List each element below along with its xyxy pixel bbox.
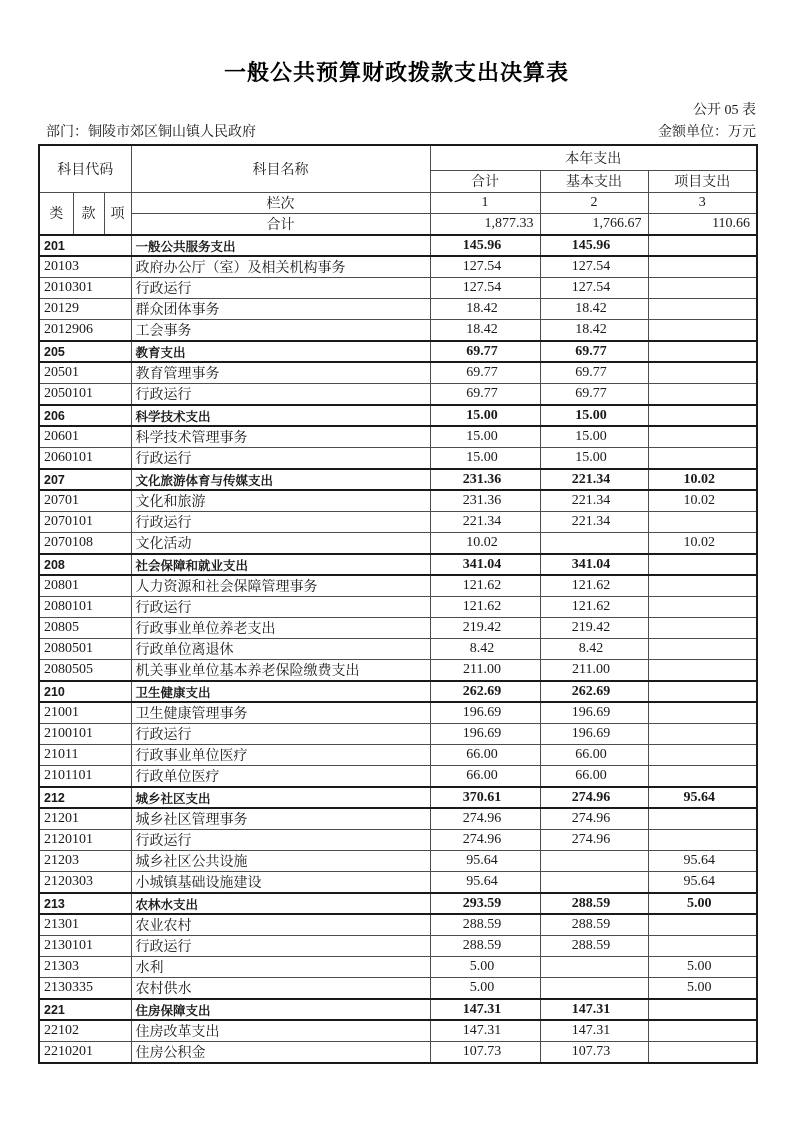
subject-name-cell: 行政运行 [131, 278, 430, 299]
table-row [39, 830, 757, 851]
total-cell: 5.00 [430, 978, 540, 1000]
subject-name-cell: 行政运行 [131, 724, 430, 745]
subject-name-cell: 住房保障支出 [131, 999, 430, 1020]
header-row-3 [39, 192, 757, 213]
subject-name-cell: 行政单位离退休 [131, 639, 430, 660]
basic-expense-cell: 147.31 [540, 999, 648, 1020]
table-row [39, 490, 757, 512]
subject-code-cell: 20501 [39, 362, 131, 384]
subject-code-cell: 2120101 [39, 830, 131, 851]
subject-code-cell: 2080501 [39, 639, 131, 660]
grand-total-label: 合计 [131, 213, 430, 235]
header-row-1 [39, 145, 757, 170]
subject-name-cell: 科学技术支出 [131, 405, 430, 426]
basic-expense-column-header: 基本支出 [540, 170, 648, 192]
subject-name-cell: 住房改革支出 [131, 1020, 430, 1042]
basic-expense-cell: 274.96 [540, 808, 648, 830]
project-expense-cell [648, 914, 757, 936]
basic-expense-cell: 147.31 [540, 1020, 648, 1042]
table-row [39, 660, 757, 682]
subject-name-cell: 城乡社区公共设施 [131, 851, 430, 872]
subject-code-cell: 2080505 [39, 660, 131, 682]
table-row [39, 978, 757, 1000]
table-row [39, 299, 757, 320]
current-year-expense-header: 本年支出 [430, 145, 757, 170]
subject-name-cell: 城乡社区管理事务 [131, 808, 430, 830]
total-cell: 69.77 [430, 341, 540, 362]
subject-code-cell: 20103 [39, 256, 131, 278]
total-cell: 211.00 [430, 660, 540, 682]
project-expense-cell [648, 1020, 757, 1042]
subject-code-cell: 212 [39, 787, 131, 808]
sheet-code-label: 公开 05 表 [693, 103, 756, 118]
basic-expense-cell [540, 978, 648, 1000]
subject-name-cell: 小城镇基础设施建设 [131, 872, 430, 894]
subject-code-cell: 2130335 [39, 978, 131, 1000]
basic-expense-cell: 127.54 [540, 278, 648, 299]
subject-name-cell: 群众团体事务 [131, 299, 430, 320]
subject-code-cell: 2210201 [39, 1042, 131, 1064]
table-row [39, 618, 757, 639]
column-index-1: 1 [430, 192, 540, 213]
basic-expense-cell: 288.59 [540, 893, 648, 914]
project-expense-cell [648, 575, 757, 597]
subject-code-cell: 201 [39, 235, 131, 256]
table-row [39, 872, 757, 894]
section-column-header: 款 [73, 192, 104, 235]
total-cell: 8.42 [430, 639, 540, 660]
subject-code-cell: 213 [39, 893, 131, 914]
total-cell: 145.96 [430, 235, 540, 256]
subject-code-cell: 20129 [39, 299, 131, 320]
table-header [39, 145, 757, 235]
project-expense-cell: 95.64 [648, 787, 757, 808]
total-cell: 341.04 [430, 554, 540, 575]
section-row [39, 787, 757, 808]
table-body [39, 235, 757, 1063]
total-cell: 231.36 [430, 490, 540, 512]
project-expense-column-header: 项目支出 [648, 170, 757, 192]
total-cell: 95.64 [430, 872, 540, 894]
project-expense-cell [648, 278, 757, 299]
section-row [39, 893, 757, 914]
basic-expense-cell: 69.77 [540, 341, 648, 362]
table-row [39, 957, 757, 978]
total-cell: 127.54 [430, 256, 540, 278]
project-expense-cell [648, 724, 757, 745]
subject-name-cell: 政府办公厅（室）及相关机构事务 [131, 256, 430, 278]
budget-table [38, 144, 758, 1064]
total-cell: 127.54 [430, 278, 540, 299]
subject-code-cell: 2070101 [39, 512, 131, 533]
project-expense-cell: 95.64 [648, 872, 757, 894]
table-row [39, 1042, 757, 1064]
subject-name-cell: 行政运行 [131, 448, 430, 470]
subject-code-cell: 208 [39, 554, 131, 575]
basic-expense-cell: 196.69 [540, 702, 648, 724]
basic-expense-cell: 211.00 [540, 660, 648, 682]
section-row [39, 681, 757, 702]
subject-code-cell: 205 [39, 341, 131, 362]
total-column-header: 合计 [430, 170, 540, 192]
table-row [39, 384, 757, 406]
basic-expense-cell: 219.42 [540, 618, 648, 639]
subject-name-cell: 行政运行 [131, 936, 430, 957]
project-expense-cell [648, 426, 757, 448]
section-row [39, 999, 757, 1020]
total-cell: 107.73 [430, 1042, 540, 1064]
project-expense-cell [648, 808, 757, 830]
subject-code-cell: 20805 [39, 618, 131, 639]
basic-expense-cell: 262.69 [540, 681, 648, 702]
basic-expense-cell: 18.42 [540, 320, 648, 342]
subject-code-cell: 20601 [39, 426, 131, 448]
page-title: 一般公共预算财政拨款支出决算表 [223, 60, 569, 85]
project-expense-cell: 5.00 [648, 957, 757, 978]
table-row [39, 702, 757, 724]
basic-expense-cell: 221.34 [540, 490, 648, 512]
project-expense-cell [648, 1042, 757, 1064]
basic-expense-cell: 69.77 [540, 362, 648, 384]
table-row [39, 320, 757, 342]
subject-name-cell: 社会保障和就业支出 [131, 554, 430, 575]
project-expense-cell [648, 936, 757, 957]
total-cell: 293.59 [430, 893, 540, 914]
total-cell: 15.00 [430, 405, 540, 426]
section-row [39, 405, 757, 426]
subject-name-cell: 水利 [131, 957, 430, 978]
project-expense-cell [648, 999, 757, 1020]
item-column-header: 项 [104, 192, 131, 235]
table-row [39, 851, 757, 872]
subject-code-cell: 2120303 [39, 872, 131, 894]
subject-code-cell: 210 [39, 681, 131, 702]
table-row [39, 766, 757, 788]
table-row [39, 575, 757, 597]
total-cell: 231.36 [430, 469, 540, 490]
subject-code-cell: 20801 [39, 575, 131, 597]
basic-expense-cell: 274.96 [540, 830, 648, 851]
subject-code-cell: 21011 [39, 745, 131, 766]
subject-name-cell: 教育支出 [131, 341, 430, 362]
total-cell: 18.42 [430, 320, 540, 342]
total-cell: 69.77 [430, 384, 540, 406]
table-row [39, 808, 757, 830]
project-expense-cell: 5.00 [648, 893, 757, 914]
basic-expense-cell: 221.34 [540, 512, 648, 533]
total-cell: 121.62 [430, 597, 540, 618]
basic-expense-cell: 288.59 [540, 914, 648, 936]
table-row [39, 426, 757, 448]
subject-name-cell: 教育管理事务 [131, 362, 430, 384]
project-expense-cell: 5.00 [648, 978, 757, 1000]
subject-name-cell: 行政单位医疗 [131, 766, 430, 788]
total-cell: 219.42 [430, 618, 540, 639]
table-row [39, 639, 757, 660]
table-row [39, 533, 757, 555]
section-row [39, 554, 757, 575]
subject-name-cell: 农林水支出 [131, 893, 430, 914]
subject-name-cell: 行政运行 [131, 597, 430, 618]
grand-total-basic: 1,766.67 [540, 213, 648, 235]
column-index-3: 3 [648, 192, 757, 213]
subject-name-header: 科目名称 [131, 145, 430, 192]
project-expense-cell: 10.02 [648, 533, 757, 555]
subject-code-cell: 221 [39, 999, 131, 1020]
project-expense-cell [648, 405, 757, 426]
total-cell: 66.00 [430, 745, 540, 766]
subject-name-cell: 人力资源和社会保障管理事务 [131, 575, 430, 597]
total-cell: 221.34 [430, 512, 540, 533]
subject-code-cell: 2012906 [39, 320, 131, 342]
total-cell: 196.69 [430, 702, 540, 724]
subject-name-cell: 科学技术管理事务 [131, 426, 430, 448]
subject-code-cell: 207 [39, 469, 131, 490]
subject-code-cell: 2010301 [39, 278, 131, 299]
department-label: 部门：铜陵市郊区铜山镇人民政府 [46, 125, 256, 140]
subject-code-cell: 21001 [39, 702, 131, 724]
total-cell: 196.69 [430, 724, 540, 745]
project-expense-cell [648, 512, 757, 533]
total-cell: 288.59 [430, 914, 540, 936]
subject-name-cell: 行政事业单位医疗 [131, 745, 430, 766]
total-cell: 121.62 [430, 575, 540, 597]
subject-name-cell: 卫生健康管理事务 [131, 702, 430, 724]
subject-code-cell: 21201 [39, 808, 131, 830]
subject-code-cell: 2080101 [39, 597, 131, 618]
table-row [39, 256, 757, 278]
basic-expense-cell: 121.62 [540, 575, 648, 597]
basic-expense-cell: 288.59 [540, 936, 648, 957]
total-cell: 15.00 [430, 426, 540, 448]
basic-expense-cell: 274.96 [540, 787, 648, 808]
table-row [39, 278, 757, 299]
table-row [39, 936, 757, 957]
subject-name-cell: 城乡社区支出 [131, 787, 430, 808]
basic-expense-cell: 18.42 [540, 299, 648, 320]
basic-expense-cell [540, 533, 648, 555]
table-row [39, 914, 757, 936]
basic-expense-cell: 121.62 [540, 597, 648, 618]
subject-code-cell: 2101101 [39, 766, 131, 788]
subject-name-cell: 文化和旅游 [131, 490, 430, 512]
basic-expense-cell: 127.54 [540, 256, 648, 278]
basic-expense-cell: 15.00 [540, 448, 648, 470]
table-row [39, 512, 757, 533]
total-cell: 15.00 [430, 448, 540, 470]
subject-name-cell: 农业农村 [131, 914, 430, 936]
subject-code-cell: 21303 [39, 957, 131, 978]
total-cell: 66.00 [430, 766, 540, 788]
total-cell: 370.61 [430, 787, 540, 808]
total-cell: 274.96 [430, 808, 540, 830]
project-expense-cell [648, 702, 757, 724]
basic-expense-cell [540, 851, 648, 872]
subject-code-cell: 2060101 [39, 448, 131, 470]
section-row [39, 469, 757, 490]
basic-expense-cell: 69.77 [540, 384, 648, 406]
subject-name-cell: 文化活动 [131, 533, 430, 555]
project-expense-cell [648, 341, 757, 362]
grand-total-total: 1,877.33 [430, 213, 540, 235]
basic-expense-cell: 8.42 [540, 639, 648, 660]
table-row [39, 724, 757, 745]
project-expense-cell [648, 320, 757, 342]
basic-expense-cell: 15.00 [540, 405, 648, 426]
subject-code-header: 科目代码 [39, 145, 131, 192]
project-expense-cell [648, 618, 757, 639]
subject-name-cell: 文化旅游体育与传媒支出 [131, 469, 430, 490]
table-row [39, 745, 757, 766]
section-row [39, 235, 757, 256]
table-row [39, 597, 757, 618]
total-cell: 69.77 [430, 362, 540, 384]
total-cell: 18.42 [430, 299, 540, 320]
subject-name-cell: 工会事务 [131, 320, 430, 342]
project-expense-cell [648, 256, 757, 278]
subject-name-cell: 行政运行 [131, 512, 430, 533]
total-cell: 95.64 [430, 851, 540, 872]
project-expense-cell: 95.64 [648, 851, 757, 872]
subject-code-cell: 22102 [39, 1020, 131, 1042]
table-row [39, 1020, 757, 1042]
project-expense-cell [648, 384, 757, 406]
subject-name-cell: 行政运行 [131, 384, 430, 406]
project-expense-cell [648, 597, 757, 618]
subject-code-cell: 206 [39, 405, 131, 426]
total-cell: 147.31 [430, 999, 540, 1020]
basic-expense-cell [540, 872, 648, 894]
total-cell: 274.96 [430, 830, 540, 851]
project-expense-cell [648, 766, 757, 788]
table-row [39, 362, 757, 384]
unit-label: 金额单位：万元 [658, 125, 756, 140]
subject-code-cell: 2050101 [39, 384, 131, 406]
subject-name-cell: 行政运行 [131, 830, 430, 851]
section-row [39, 341, 757, 362]
subject-code-cell: 21301 [39, 914, 131, 936]
subject-name-cell: 行政事业单位养老支出 [131, 618, 430, 639]
project-expense-cell [648, 448, 757, 470]
project-expense-cell [648, 830, 757, 851]
subject-code-cell: 2130101 [39, 936, 131, 957]
project-expense-cell: 10.02 [648, 469, 757, 490]
total-cell: 147.31 [430, 1020, 540, 1042]
project-expense-cell: 10.02 [648, 490, 757, 512]
project-expense-cell [648, 660, 757, 682]
basic-expense-cell: 107.73 [540, 1042, 648, 1064]
project-expense-cell [648, 681, 757, 702]
subject-name-cell: 卫生健康支出 [131, 681, 430, 702]
basic-expense-cell: 15.00 [540, 426, 648, 448]
column-index-label: 栏次 [131, 192, 430, 213]
project-expense-cell [648, 299, 757, 320]
project-expense-cell [648, 745, 757, 766]
grand-total-project: 110.66 [648, 213, 757, 235]
subject-code-cell: 2070108 [39, 533, 131, 555]
total-cell: 262.69 [430, 681, 540, 702]
basic-expense-cell: 196.69 [540, 724, 648, 745]
subject-name-cell: 住房公积金 [131, 1042, 430, 1064]
basic-expense-cell: 66.00 [540, 766, 648, 788]
subject-name-cell: 一般公共服务支出 [131, 235, 430, 256]
basic-expense-cell: 66.00 [540, 745, 648, 766]
project-expense-cell [648, 639, 757, 660]
table-row [39, 448, 757, 470]
meta-row [38, 121, 756, 141]
project-expense-cell [648, 235, 757, 256]
total-cell: 5.00 [430, 957, 540, 978]
basic-expense-cell: 145.96 [540, 235, 648, 256]
subject-code-cell: 21203 [39, 851, 131, 872]
project-expense-cell [648, 554, 757, 575]
total-cell: 10.02 [430, 533, 540, 555]
subject-code-cell: 2100101 [39, 724, 131, 745]
column-index-2: 2 [540, 192, 648, 213]
project-expense-cell [648, 362, 757, 384]
basic-expense-cell: 341.04 [540, 554, 648, 575]
basic-expense-cell: 221.34 [540, 469, 648, 490]
class-column-header: 类 [39, 192, 73, 235]
subject-name-cell: 农村供水 [131, 978, 430, 1000]
grand-total-row [39, 213, 757, 235]
total-cell: 288.59 [430, 936, 540, 957]
basic-expense-cell [540, 957, 648, 978]
subject-name-cell: 机关事业单位基本养老保险缴费支出 [131, 660, 430, 682]
subject-code-cell: 20701 [39, 490, 131, 512]
